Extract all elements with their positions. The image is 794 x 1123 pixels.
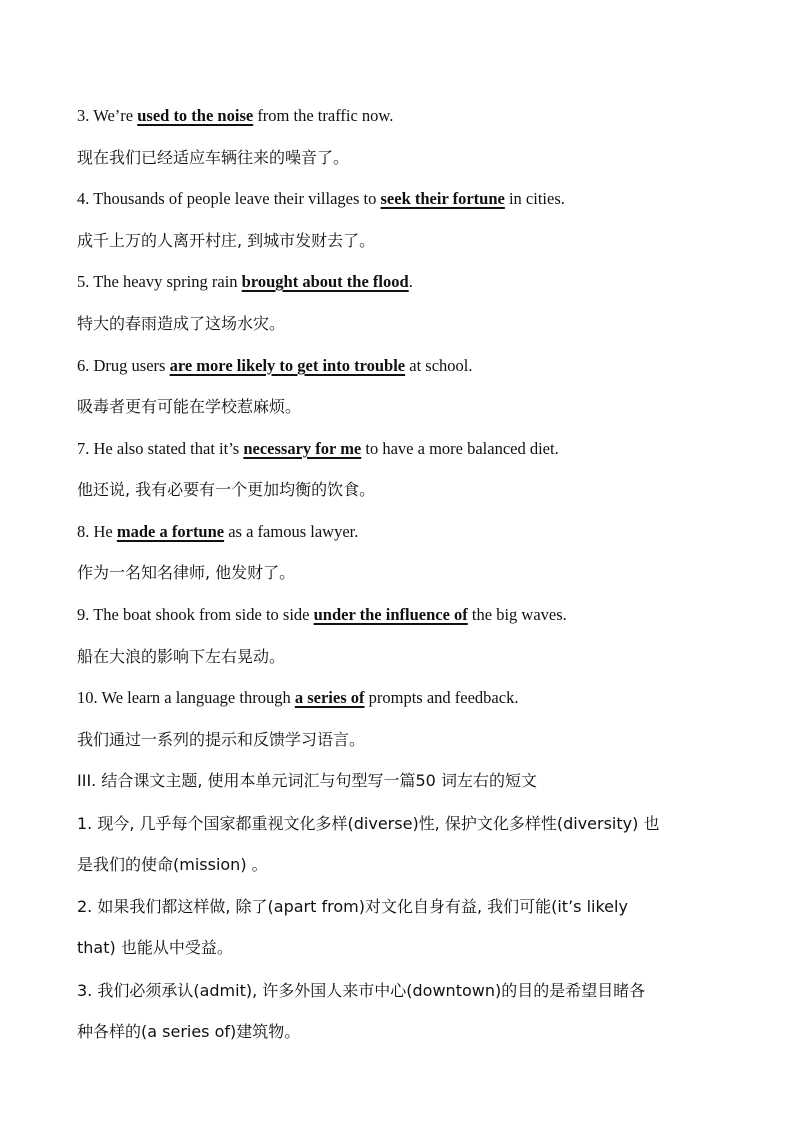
- sentence-text: .: [408, 272, 413, 291]
- section-line: that) 也能从中受益。: [77, 938, 233, 957]
- key-phrase: seek their fortune: [380, 189, 505, 208]
- translation-zh-8: 作为一名知名律师, 他发财了。: [77, 563, 296, 582]
- sentence-en-3: [77, 105, 393, 127]
- section-line: 2. 如果我们都这样做, 除了(apart from)对文化自身有益, 我们可能(it’s likely: [77, 897, 628, 916]
- section-heading: III. 结合课文主题, 使用本单元词汇与句型写一篇50 词左右的短文: [77, 771, 537, 790]
- sentence-en-6: [77, 355, 473, 377]
- key-phrase: under the influence of: [313, 605, 468, 624]
- sentence-en-8: [77, 521, 358, 543]
- key-phrase: are more likely to get into trouble: [169, 356, 406, 375]
- translation-zh-7: 他还说, 我有必要有一个更加均衡的饮食。: [77, 480, 376, 499]
- sentence-text: 6. Drug users: [77, 356, 170, 375]
- sentence-text: in cities.: [504, 189, 565, 208]
- key-phrase: brought about the flood: [241, 272, 409, 291]
- sentence-text: 3. We’re: [77, 106, 138, 125]
- key-phrase: used to the noise: [137, 106, 254, 125]
- translation-zh-3: 现在我们已经适应车辆往来的噪音了。: [77, 148, 350, 167]
- sentence-en-4: [77, 188, 565, 210]
- section-line: 种各样的(a series of)建筑物。: [77, 1022, 301, 1041]
- sentence-text: from the traffic now.: [253, 106, 394, 125]
- sentence-text: 7. He also stated that it’s: [77, 439, 244, 458]
- translation-zh-4: 成千上万的人离开村庄, 到城市发财去了。: [77, 231, 376, 250]
- sentence-text: 5. The heavy spring rain: [77, 272, 242, 291]
- translation-zh-5: 特大的春雨造成了这场水灾。: [77, 314, 286, 333]
- sentence-text: at school.: [405, 356, 473, 375]
- sentence-text: 8. He: [77, 522, 117, 541]
- sentence-en-9: [77, 604, 567, 626]
- sentence-en-7: [77, 438, 559, 460]
- sentence-text: 9. The boat shook from side to side: [77, 605, 314, 624]
- translation-zh-9: 船在大浪的影响下左右晃动。: [77, 647, 286, 666]
- key-phrase: made a fortune: [116, 522, 225, 541]
- sentence-en-10: [77, 687, 518, 709]
- sentence-en-5: [77, 271, 413, 293]
- key-phrase: a series of: [294, 688, 365, 707]
- sentence-text: to have a more balanced diet.: [361, 439, 559, 458]
- sentence-text: as a famous lawyer.: [224, 522, 359, 541]
- key-phrase: necessary for me: [243, 439, 362, 458]
- section-line: 是我们的使命(mission) 。: [77, 855, 268, 874]
- sentence-text: 10. We learn a language through: [77, 688, 295, 707]
- translation-zh-10: 我们通过一系列的提示和反馈学习语言。: [77, 730, 366, 749]
- translation-zh-6: 吸毒者更有可能在学校惹麻烦。: [77, 397, 302, 416]
- sentence-text: the big waves.: [467, 605, 567, 624]
- sentence-text: prompts and feedback.: [364, 688, 519, 707]
- section-line: 1. 现今, 几乎每个国家都重视文化多样(diverse)性, 保护文化多样性(diversity) 也: [77, 814, 660, 833]
- sentence-text: 4. Thousands of people leave their villages to: [77, 189, 381, 208]
- section-line: 3. 我们必须承认(admit), 许多外国人来市中心(downtown)的目的是希望目睹各: [77, 981, 646, 1000]
